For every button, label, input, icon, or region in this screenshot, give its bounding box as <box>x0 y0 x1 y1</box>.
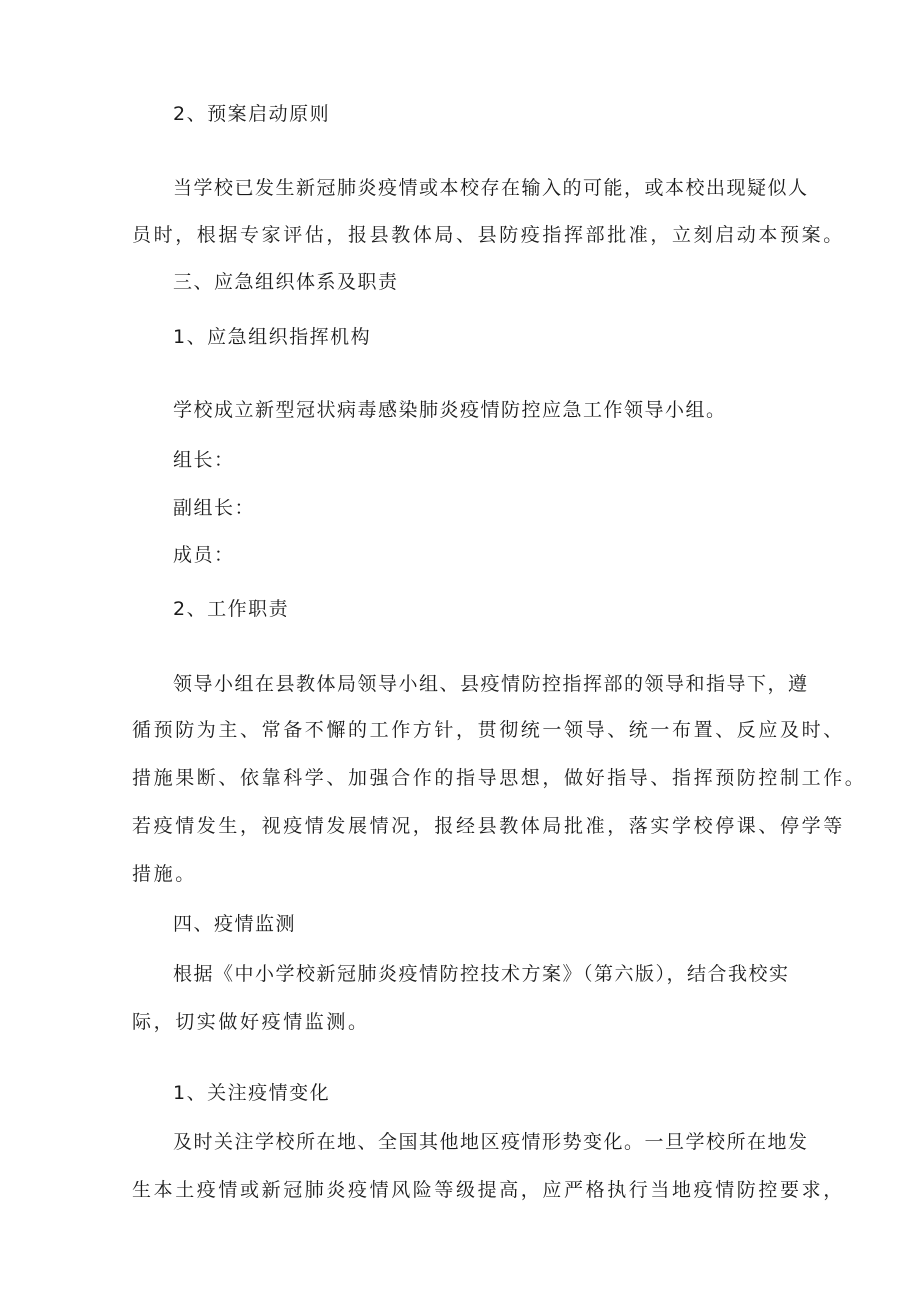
section-heading-organization: 三、应急组织体系及职责 <box>173 271 399 293</box>
role-leader: 组长： <box>173 449 235 471</box>
role-members: 成员： <box>173 544 235 566</box>
paragraph-line: 措施果断、依靠科学、加强合作的指导思想，做好指导、指挥预防控制工作。 <box>132 767 867 789</box>
section-heading-start-principle: 2、预案启动原则 <box>173 103 331 125</box>
paragraph-line: 当学校已发生新冠肺炎疫情或本校存在输入的可能，或本校出现疑似人 <box>173 177 809 199</box>
role-deputy: 副组长： <box>173 497 256 519</box>
paragraph-line: 及时关注学校所在地、全国其他地区疫情形势变化。一旦学校所在地发 <box>173 1131 809 1153</box>
section-heading-duties: 2、工作职责 <box>173 598 290 620</box>
paragraph-line: 循预防为主、常备不懈的工作方针，贯彻统一领导、统一布置、反应及时、 <box>132 719 845 741</box>
paragraph-line: 学校成立新型冠状病毒感染肺炎疫情防控应急工作领导小组。 <box>173 399 727 421</box>
section-heading-command: 1、应急组织指挥机构 <box>173 326 372 348</box>
paragraph-line: 生本土疫情或新冠肺炎疫情风险等级提高，应严格执行当地疫情防控要求， <box>132 1179 845 1201</box>
paragraph-line: 员时，根据专家评估，报县教体局、县防疫指挥部批准，立刻启动本预案。 <box>132 224 845 246</box>
section-heading-follow-changes: 1、关注疫情变化 <box>173 1082 331 1104</box>
paragraph-line: 领导小组在县教体局领导小组、县疫情防控指挥部的领导和指导下，遵 <box>173 673 809 695</box>
paragraph-line: 根据《中小学校新冠肺炎疫情防控技术方案》（第六版），结合我校实 <box>173 963 790 985</box>
paragraph-line: 际，切实做好疫情监测。 <box>132 1011 370 1033</box>
paragraph-line: 若疫情发生，视疫情发展情况，报经县教体局批准，落实学校停课、停学等 <box>132 815 845 837</box>
section-heading-monitoring: 四、疫情监测 <box>173 913 297 935</box>
paragraph-line: 措施。 <box>132 863 197 885</box>
